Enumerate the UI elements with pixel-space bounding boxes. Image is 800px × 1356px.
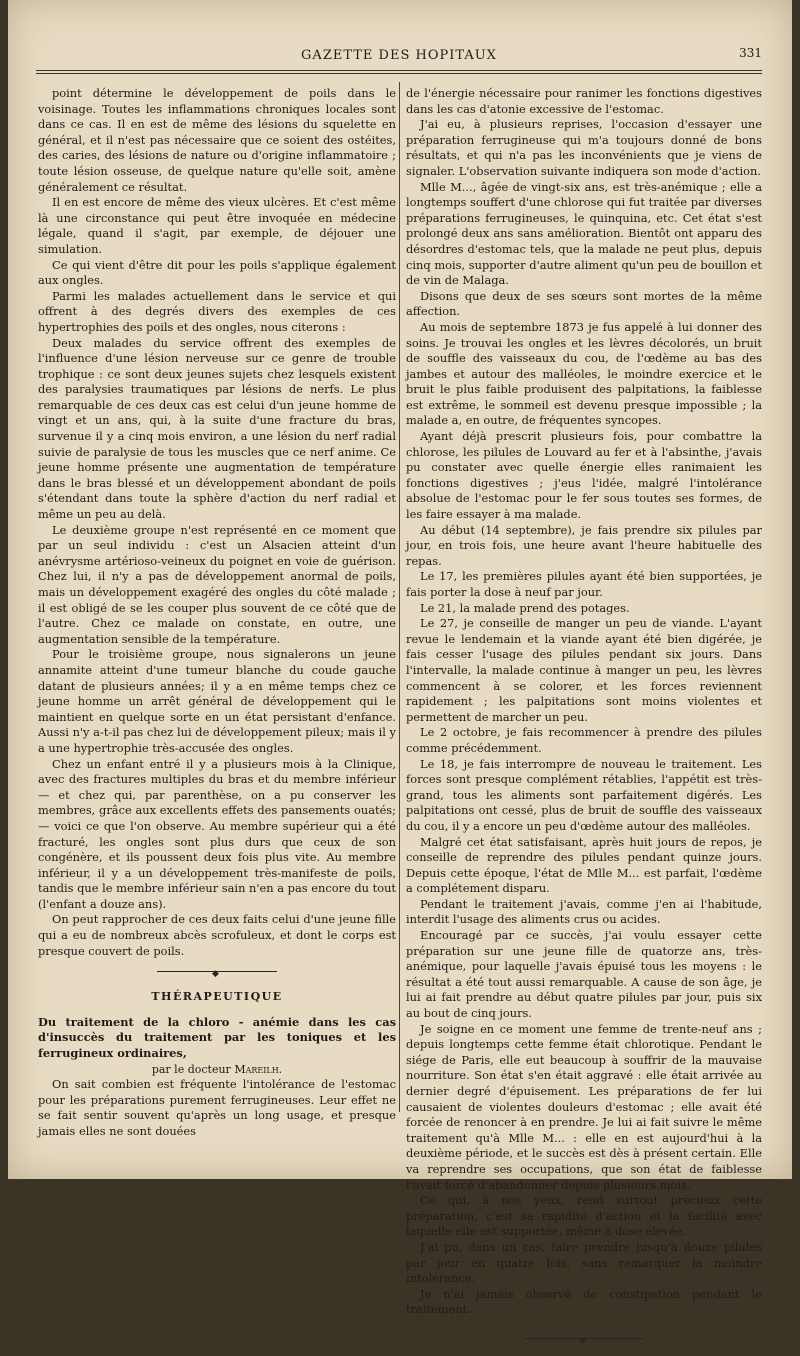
paragraph: Je n'ai jamais observé de constipation pendant le traitement. [406,1286,762,1317]
paragraph: point détermine le développement de poils dans le voisinage. Toutes les inflammations chroniques locales sont dans ce cas. Il en est de même des lésions du squelette en général, et il n'est pas nécessaire que ce soient des ostéites, des caries, des lésions de nature ou d'origine inflammatoire ; toute lésion osseuse, de quelque nature qu'elle soit, amène généralement ce résultat. [38,86,396,194]
paragraph: Il en est encore de même des vieux ulcères. Et c'est même là une circonstance qui peut être invoquée en médecine légale, quand il s'agit, par exemple, de déjouer une simulation. [38,195,396,256]
paragraph: de l'énergie nécessaire pour ranimer les fonctions digestives dans les cas d'atonie excessive de l'estomac. [406,86,762,116]
column-divider [399,82,400,1112]
paragraph: Malgré cet état satisfaisant, après huit jours de repos, je conseille de reprendre des pilules pendant quinze jours. Depuis cette époque, l'état de Mlle M... est parfait, l'œdème a complétement disparu. [406,834,762,896]
page-number: 331 [739,46,762,60]
page-header [36,44,762,71]
paragraph: Parmi les malades actuellement dans le service et qui offrent à des degrés divers des exemples de ces hypertrophies des poils et des ongles, nous citerons : [38,288,396,334]
paragraph: J'ai pu, dans un cas, faire prendre jusqu'à douze pilules par jour en quatre fois, sans remarquer la moindre intolérance. [406,1239,762,1286]
paragraph: Le 18, je fais interrompre de nouveau le traitement. Les forces sont presque complément rétablies, l'appétit est très-grand, tous les aliments sont parfaitement digérés. Les palpitations ont cessé, plus de bruit de souffle des vaisseaux du cou, il y a encore un peu d'œdème autour des malléoles. [406,756,762,833]
paragraph: Le deuxième groupe n'est représenté en ce moment que par un seul individu : c'est un Alsacien atteint d'un anévrysme artérioso-veineux du poignet en voie de guérison. Chez lui, il n'y a pas de développement anormal de poils, mais un développement exagéré des ongles du côté malade ; il est obligé de se les couper plus souvent de ce côté que de l'autre. Chez ce malade on constate, en outre, une augmentation sensible de la température. [38,522,396,646]
right-column [406,86,762,1356]
end-separator: ◆ [524,1332,644,1346]
paragraph: J'ai eu, à plusieurs reprises, l'occasion d'essayer une préparation ferrugineuse qui m'a toujours donné de bons résultats, et qui n'a pas les inconvénients que je viens de signaler. L'observation suivante indiquera son mode d'action. [406,117,762,178]
author-prefix: par le docteur [151,1062,231,1076]
author-name: Mareilh. [234,1062,283,1076]
paragraph: Je soigne en ce moment une femme de trente-neuf ans ; depuis longtemps cette femme était chlorotique. Pendant le siége de Paris, elle eut beaucoup à souffrir de la mauvaise nourriture. Son état s'en était aggravé : elle était arrivée au dernier degré d'épuisement. Les préparations de fer lui causaient de violentes douleurs d'estomac ; elle avait été forcée de renoncer à en prendre. Je lui ai fait suivre le même traitement qu'à Mlle M... : elle en est aujourd'hui à la deuxième période, et le succès est dès à présent certain. Elle va reprendre ses occupations, que son état de faiblesse l'avait forcé d'abandonner depuis plusieurs mois. [406,1021,762,1192]
paragraph: Pour le troisième groupe, nous signalerons un jeune annamite atteint d'une tumeur blanche du coude gauche datant de plusieurs années; il y a en même temps chez ce jeune homme un arrêt général de développement qui le maintient en quelque sorte en un état persistant d'enfance. Aussi n'y a-t-il pas chez lui de développement pileux; mais il y a une hypertrophie très-accusée des ongles. [38,647,396,755]
article-author [38,1062,396,1078]
paragraph: Au mois de septembre 1873 je fus appelé à lui donner des soins. Je trouvai les ongles et les lèvres décolorés, un bruit de souffle des vaisseaux du cou, de l'œdème au bas des jambes et autour des malléoles, le moindre exercice et le bruit le plus faible produisent des palpitations, la faiblesse est extrême, le sommeil est devenu presque impossible ; la malade a, en outre, de fréquentes syncopes. [406,319,762,428]
section-title: THÉRAPEUTIQUE [151,990,283,1004]
paragraph: Ce qui, à nos yeux, rend surtout précieux cette préparation, c'est sa rapidité d'action et la facilité avec laquelle elle est supportée, même à dose élevée. [406,1193,762,1239]
section-separator: ◆ [157,965,277,979]
paragraph: Ayant déjà prescrit plusieurs fois, pour combattre la chlorose, les pilules de Louvard au fer et à l'absinthe, j'avais pu constater avec quelle énergie elles ranimaient les fonctions digestives ; j'eus l'idée, malgré l'intolérance absolue de l'estomac pour le fer sous toutes ses formes, de les faire essayer à ma malade. [406,429,762,522]
paragraph: On sait combien est fréquente l'intolérance de l'estomac pour les préparations purement ferrugineuses. Leur effet ne se fait sentir souvent qu'après un long usage, et presque jamais elles ne sont douées [38,1077,396,1138]
paragraph: Le 27, je conseille de manger un peu de viande. L'ayant revue le lendemain et la viande ayant été bien digérée, je fais cesser l'usage des pilules pendant six jours. Dans l'intervalle, la malade continue à manger un peu, les lèvres commencent à se colorer, et les forces reviennent rapidement ; les palpitations sont moins violentes et permettent de marcher un peu. [406,616,762,724]
paragraph: Au début (14 septembre), je fais prendre six pilules par jour, en trois fois, une heure avant l'heure habituelle des repas. [406,522,762,568]
paragraph: Le 2 octobre, je fais recommencer à prendre des pilules comme précédemment. [406,725,762,755]
paragraph: Chez un enfant entré il y a plusieurs mois à la Clinique, avec des fractures multiples du bras et du membre inférieur — et chez qui, par parenthèse, on a pu conserver les membres, grâce aux excellents effets des pansements ouatés; — voici ce que l'on observe. Au membre supérieur qui a été fracturé, les ongles sont plus durs que ceux de son congénère, et ils poussent deux fois plus vite. Au membre inférieur, il y a un développement très-manifeste de poils, tandis que le membre inférieur sain n'en a pas encore du tout (l'enfant a douze ans). [38,756,396,911]
paragraph: Ce qui vient d'être dit pour les poils s'applique également aux ongles. [38,257,396,288]
paragraph: Disons que deux de ses sœurs sont mortes de la même affection. [406,288,762,319]
left-column [38,86,396,1140]
paragraph: On peut rapprocher de ces deux faits celui d'une jeune fille qui a eu de nombreux abcès scrofuleux, et dont le corps est presque couvert de poils. [38,912,396,958]
paragraph: Le 17, les premières pilules ayant été bien supportées, je fais porter la dose à neuf par jour. [406,569,762,599]
paragraph: Le 21, la malade prend des potages. [420,600,630,615]
paragraph: Pendant le traitement j'avais, comme j'en ai l'habitude, interdit l'usage des aliments crus ou acides. [406,896,762,927]
paragraph: Deux malades du service offrent des exemples de l'influence d'une lésion nerveuse sur ce genre de trouble trophique : ce sont deux jeunes sujets chez lesquels existent des paralysies traumatiques par lésions de nerfs. Le plus remarquable de ces deux cas est celui d'un jeune homme de vingt et un ans, qui, à la suite d'une fracture du bras, survenue il y a cinq mois environ, a une lésion du nerf radial suivie de paralysie de tous les muscles que ce nerf anime. Ce jeune homme présente une augmentation de température dans le bras blessé et un développement abondant de poils s'étendant dans toute la sphère d'action du nerf radial et même un peu au delà. [38,335,396,522]
newspaper-page [8,0,792,1346]
paragraph: Mlle M..., âgée de vingt-six ans, est très-anémique ; elle a longtemps souffert d'une chlorose qui fut traitée par diverses préparations ferrugineuses, le quinquina, etc. Cet état s'est prolongé deux ans sans amélioration. Bientôt ont apparu des désordres d'estomac tels, que la malade ne peut plus, depuis cinq mois, supporter d'autre aliment qu'un peu de bouillon et de vin de Malaga. [406,179,762,288]
journal-title: GAZETTE DES HOPITAUX [301,48,497,63]
paragraph: Encouragé par ce succès, j'ai voulu essayer cette préparation sur une jeune fille de quatorze ans, très-anémique, pour laquelle j'avais épuisé tous les moyens : le résultat a été tout aussi remarquable. A cause de son âge, je lui ai fait prendre au début quatre pilules par jour, puis six au bout de cinq jours. [406,928,762,1021]
article-title: Du traitement de la chloro - anémie dans les cas d'insuccès du traitement par les toniques et les ferrugineux ordinaires, [38,1014,396,1061]
